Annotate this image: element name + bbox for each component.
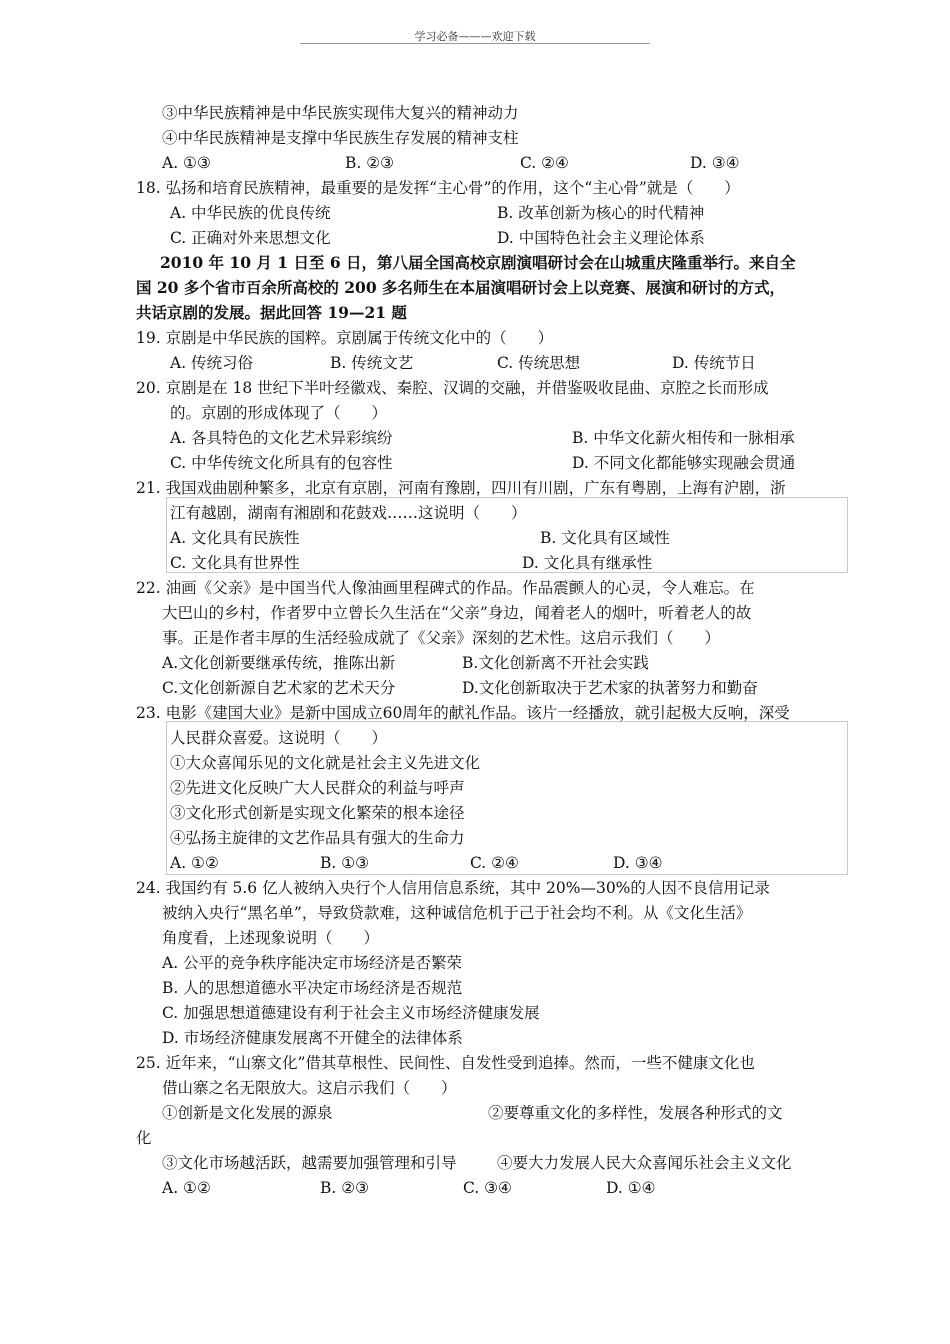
answer-choice-a: A. ①② [170, 854, 219, 872]
option-line: ④弘扬主旋律的文艺作品具有强大的生命力 [170, 829, 465, 847]
answer-choice-d: D. 不同文化都能够实现融会贯通 [572, 454, 796, 472]
header-rule [300, 43, 650, 44]
question-23-cont: 人民群众喜爱。这说明（ ） [170, 729, 388, 747]
question-25-cont: 借山寨之名无限放大。这启示我们（ ） [162, 1079, 457, 1097]
option-line: ④中华民族精神是支撑中华民族生存发展的精神支柱 [162, 129, 519, 147]
answer-choice-a: A. 中华民族的优良传统 [170, 204, 331, 222]
answer-choice-b: B. 改革创新为核心的时代精神 [497, 204, 705, 222]
answer-choice-b: B.文化创新离不开社会实践 [462, 654, 649, 672]
option-line: ①创新是文化发展的源泉 [162, 1104, 333, 1122]
answer-choice-d: D. 文化具有继承性 [522, 554, 653, 572]
answer-choice-b: B. 中华文化薪火相传和一脉相承 [572, 429, 795, 447]
answer-choice-b: B. 人的思想道德水平决定市场经济是否规范 [162, 979, 463, 997]
answer-choice-d: D. 传统节日 [672, 354, 756, 372]
answer-choice-d: D. ①④ [606, 1179, 656, 1197]
question-22: 22. 油画《父亲》是中国当代人像油画里程碑式的作品。作品震颤人的心灵，令人难忘。在 [136, 579, 755, 597]
option-line: ④要大力发展人民大众喜闻乐社会主义文化 [497, 1154, 792, 1172]
answer-choice-a: A. 公平的竞争秩序能决定市场经济是否繁荣 [162, 954, 463, 972]
passage-line: 国 20 多个省市百余所高校的 200 多名师生在本届演唱研讨会上以竞赛、展演和研讨的方式， [136, 278, 786, 297]
answer-choice-a: A. 文化具有民族性 [170, 529, 300, 547]
answer-choice-b: B. ②③ [345, 154, 395, 172]
option-line: ③中华民族精神是中华民族实现伟大复兴的精神动力 [162, 104, 519, 122]
question-24-cont: 角度看，上述现象说明（ ） [162, 929, 380, 947]
question-23: 23. 电影《建国大业》是新中国成立60周年的献礼作品。该片一经播放，就引起极大反响，深受 [136, 704, 790, 722]
answer-choice-c: C. ②④ [520, 154, 569, 172]
question-20-cont: 的。京剧的形成体现了（ ） [170, 404, 388, 422]
question-24-cont: 被纳入央行“黑名单”，导致贷款难，这种诚信危机于己于社会均不利。从《文化生活》 [162, 904, 752, 922]
option-line: ③文化市场越活跃，越需要加强管理和引导 [162, 1154, 457, 1172]
answer-choice-d: D. 市场经济健康发展离不开健全的法律体系 [162, 1029, 463, 1047]
answer-choice-d: D.文化创新取决于艺术家的执著努力和勤奋 [462, 679, 758, 697]
question-18: 18. 弘扬和培育民族精神，最重要的是发挥“主心骨”的作用，这个“主心骨”就是（ ） [136, 179, 740, 197]
question-19: 19. 京剧是中华民族的国粹。京剧属于传统文化中的（ ） [136, 329, 554, 347]
answer-choice-b: B. 传统文艺 [330, 354, 414, 372]
question-21: 21. 我国戏曲剧种繁多，北京有京剧，河南有豫剧，四川有川剧，广东有粤剧，上海有沪剧，浙 [136, 479, 786, 497]
answer-choice-a: A.文化创新要继承传统，推陈出新 [162, 654, 396, 672]
header-text: 学习必备———欢迎下载 [414, 30, 536, 43]
passage-line: 共话京剧的发展。据此回答 19—21 题 [136, 303, 407, 322]
question-24: 24. 我国约有 5.6 亿人被纳入央行个人信用信息系统，其中 20%—30%的人因不良信用记录 [136, 879, 770, 897]
question-25: 25. 近年来，“山寨文化”借其草根性、民间性、自发性受到追捧。然而，一些不健康文化也 [136, 1054, 755, 1072]
answer-choice-c: C. ③④ [463, 1179, 512, 1197]
option-line: ①大众喜闻乐见的文化就是社会主义先进文化 [170, 754, 481, 772]
answer-choice-c: C.文化创新源自艺术家的艺术天分 [162, 679, 396, 697]
option-line: ③文化形式创新是实现文化繁荣的根本途径 [170, 804, 465, 822]
answer-choice-b: B. ②③ [320, 1179, 370, 1197]
answer-choice-c: C. ②④ [470, 854, 519, 872]
answer-choice-c: C. 传统思想 [497, 354, 581, 372]
answer-choice-a: A. 各具特色的文化艺术异彩缤纷 [170, 429, 393, 447]
question-20: 20. 京剧是在 18 世纪下半叶经徽戏、秦腔、汉调的交融，并借鉴吸收昆曲、京腔之长而形成 [136, 379, 769, 397]
answer-choice-b: B. ①③ [320, 854, 370, 872]
answer-choice-d: D. ③④ [613, 854, 663, 872]
passage-line: 2010 年 10 月 1 日至 6 日，第八届全国高校京剧演唱研讨会在山城重庆隆重举行。来自全 [160, 253, 796, 272]
answer-choice-a: A. ①② [162, 1179, 211, 1197]
option-line-wrap: 化 [136, 1129, 152, 1147]
answer-choice-c: C. 正确对外来思想文化 [170, 229, 331, 247]
answer-choice-d: D. ③④ [690, 154, 740, 172]
answer-choice-c: C. 加强思想道德建设有利于社会主义市场经济健康发展 [162, 1004, 540, 1022]
answer-choice-d: D. 中国特色社会主义理论体系 [497, 229, 705, 247]
page-header [0, 28, 950, 44]
answer-choice-a: A. 传统习俗 [170, 354, 254, 372]
option-line: ②要尊重文化的多样性，发展各种形式的文 [488, 1104, 783, 1122]
question-22-cont: 大巴山的乡村，作者罗中立曾长久生活在“父亲”身边，闻着老人的烟叶，听着老人的故 [162, 604, 752, 622]
answer-choice-c: C. 中华传统文化所具有的包容性 [170, 454, 393, 472]
answer-choice-c: C. 文化具有世界性 [170, 554, 300, 572]
answer-choice-b: B. 文化具有区域性 [540, 529, 670, 547]
answer-choice-a: A. ①③ [162, 154, 211, 172]
question-22-cont: 事。正是作者丰厚的生活经验成就了《父亲》深刻的艺术性。这启示我们（ ） [162, 629, 721, 647]
option-line: ②先进文化反映广大人民群众的利益与呼声 [170, 779, 465, 797]
question-21-cont: 江有越剧，湖南有湘剧和花鼓戏……这说明（ ） [170, 504, 527, 522]
